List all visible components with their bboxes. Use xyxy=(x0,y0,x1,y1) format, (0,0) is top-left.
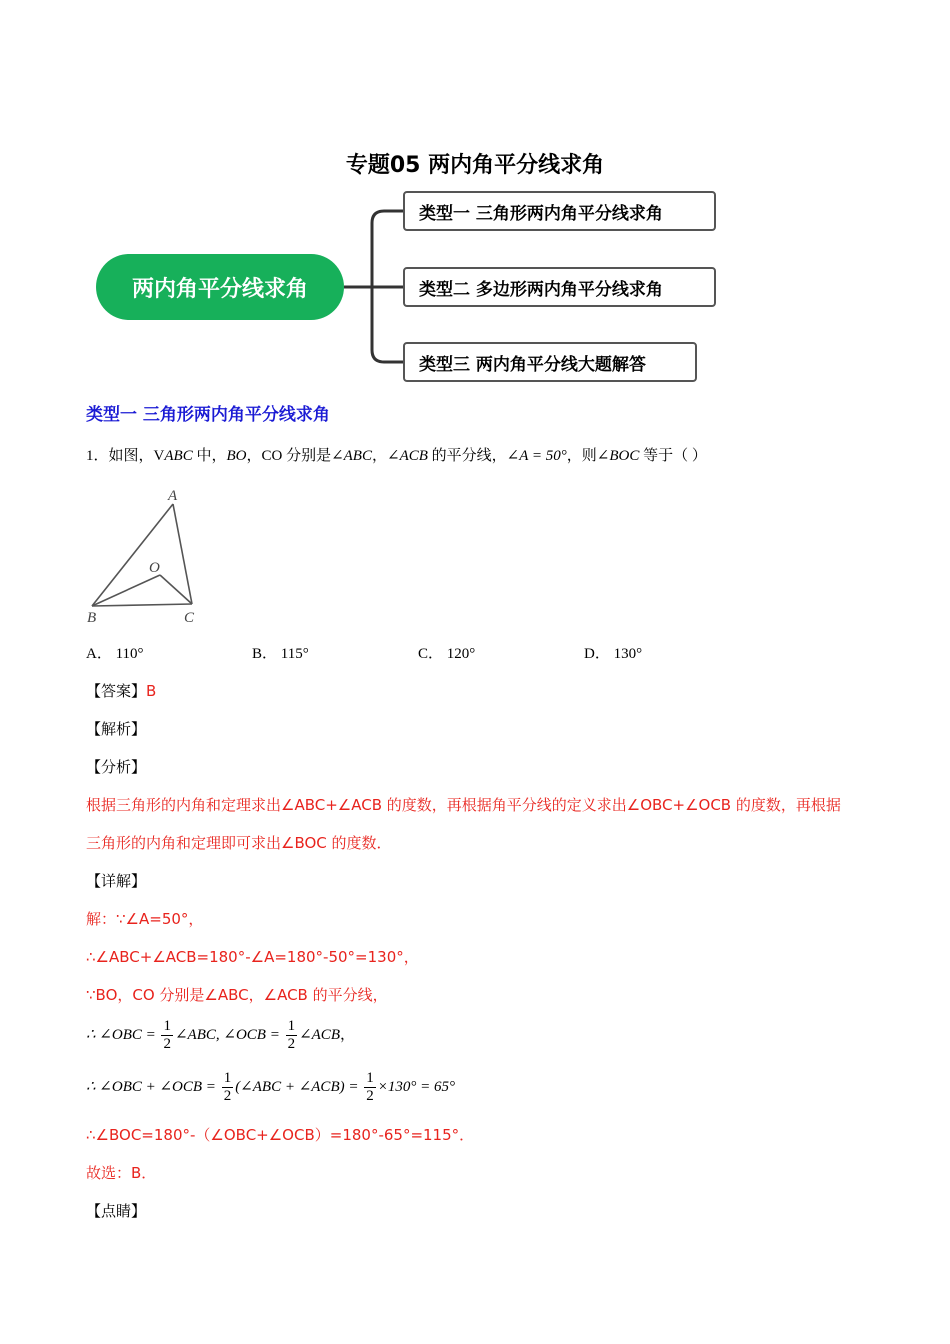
vertex-label-a: A xyxy=(168,488,178,504)
vertex-label-b: B xyxy=(87,610,97,626)
fraction-numerator: 1 xyxy=(223,1070,232,1086)
segment-bo: BO xyxy=(226,448,247,464)
fraction-denominator: 2 xyxy=(366,1088,374,1104)
fraction-numerator: 1 xyxy=(366,1070,374,1086)
question-text: ，则 xyxy=(566,448,597,464)
option-value: 120° xyxy=(446,646,476,662)
question-number: 1． xyxy=(86,448,109,464)
option-value: 130° xyxy=(613,646,643,662)
math-text: ∠ACB xyxy=(299,1026,340,1043)
fraction xyxy=(161,1018,173,1053)
option-b xyxy=(252,642,309,663)
answer-tag: 【答案】 xyxy=(86,682,147,700)
option-c xyxy=(418,642,475,663)
angle-a-given: ∠A = 50° xyxy=(506,448,567,464)
math-text: ， xyxy=(339,1026,355,1043)
jiexi-tag: 【解析】 xyxy=(86,720,147,738)
option-value: 110° xyxy=(115,646,144,662)
option-value: 115° xyxy=(280,646,309,662)
math-line-1 xyxy=(86,1018,355,1053)
fraction-numerator: 1 xyxy=(287,1018,296,1034)
fraction-denominator: 2 xyxy=(223,1088,232,1104)
analysis-line-2: 三角形的内角和定理即可求出∠BOC 的度数． xyxy=(86,834,392,852)
option-d xyxy=(584,642,642,663)
option-letter: D． xyxy=(584,646,610,662)
fenxi-tag: 【分析】 xyxy=(86,758,147,776)
option-letter: B． xyxy=(252,646,278,662)
mindmap-branch-3: 类型三 两内角平分线大题解答 xyxy=(403,342,697,382)
fraction-numerator: 1 xyxy=(163,1018,171,1034)
math-text: ∴ ∠OBC + ∠OCB = xyxy=(86,1078,220,1095)
dianjing-tag: 【点睛】 xyxy=(86,1202,147,1220)
mindmap-branch-2: 类型二 多边形两内角平分线求角 xyxy=(403,267,716,307)
math-text: ∴ ∠OBC = xyxy=(86,1026,160,1043)
answer-value: B xyxy=(146,682,157,700)
analysis-line-1: 根据三角形的内角和定理求出∠ABC+∠ACB 的度数，再根据角平分线的定义求出∠OBC+∠OCB 的度数，再根据 xyxy=(86,796,841,814)
xiangjie-tag: 【详解】 xyxy=(86,872,147,890)
solution-line-2: ∴∠ABC+∠ACB=180°-∠A=180°-50°=130°， xyxy=(86,948,419,966)
mindmap-root: 两内角平分线求角 xyxy=(96,254,344,320)
option-a xyxy=(86,642,144,663)
question-text: 中， xyxy=(192,448,227,464)
triangle-name: ABC xyxy=(164,448,193,464)
question-text: 的平分线， xyxy=(427,448,507,464)
conclusion: 故选：B． xyxy=(86,1164,157,1182)
mindmap-branch-1: 类型一 三角形两内角平分线求角 xyxy=(403,191,716,231)
option-letter: A． xyxy=(86,646,112,662)
math-line-2 xyxy=(86,1070,455,1105)
fraction xyxy=(364,1070,376,1105)
option-letter: C． xyxy=(418,646,444,662)
question-text: ，CO 分别是 xyxy=(246,448,332,464)
angle-boc: ∠BOC xyxy=(596,448,640,464)
fraction xyxy=(286,1018,298,1053)
vertex-label-o: O xyxy=(149,560,160,576)
fraction-denominator: 2 xyxy=(287,1036,296,1052)
math-text: ∠ABC, ∠OCB = xyxy=(174,1026,284,1043)
question-text: 如图， xyxy=(108,448,154,464)
solution-line-3: ∵BO，CO 分别是∠ABC，∠ACB 的平分线， xyxy=(86,986,388,1004)
angle-abc: ∠ABC xyxy=(331,448,372,464)
solution-line-1: 解：∵∠A=50°， xyxy=(86,910,204,928)
solution-line-4: ∴∠BOC=180°-（∠OBC+∠OCB）=180°-65°=115°． xyxy=(86,1126,475,1144)
math-text: ×130° = 65° xyxy=(377,1078,455,1095)
question-text: ， xyxy=(371,448,387,464)
question-1 xyxy=(86,444,707,465)
angle-acb: ∠ACB xyxy=(387,448,428,464)
triangle-figure xyxy=(80,484,210,629)
section-heading: 类型一 三角形两内角平分线求角 xyxy=(86,405,330,425)
answer-line xyxy=(86,680,156,701)
fraction-denominator: 2 xyxy=(163,1036,171,1052)
page-title: 专题05 两内角平分线求角 xyxy=(345,153,605,178)
triangle-symbol: V xyxy=(153,448,165,464)
math-text: (∠ABC + ∠ACB) = xyxy=(235,1078,363,1095)
question-text: 等于（ ） xyxy=(639,448,707,464)
vertex-label-c: C xyxy=(184,610,195,626)
fraction xyxy=(222,1070,234,1105)
